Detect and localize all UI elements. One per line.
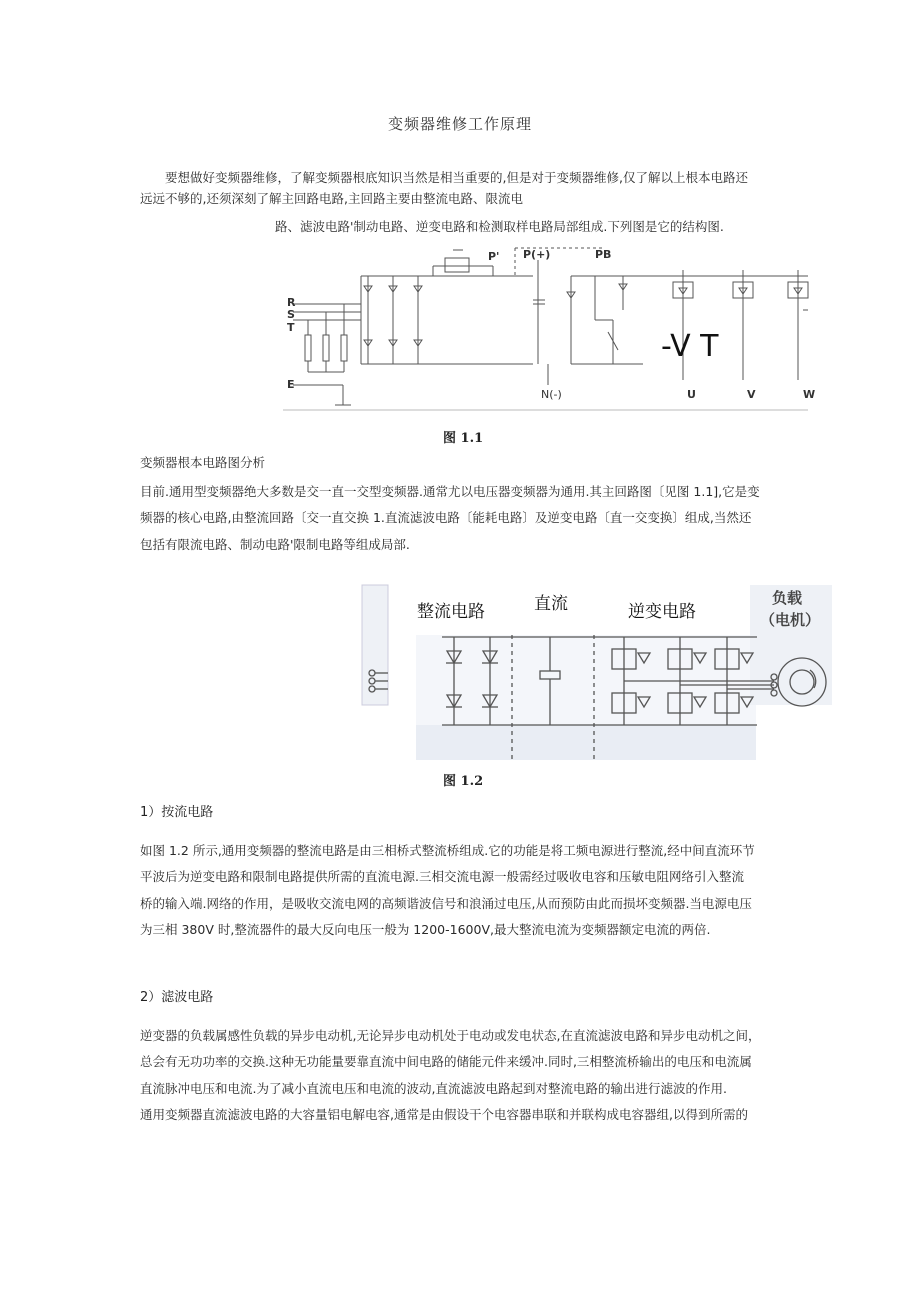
label-p-prime: P': [488, 250, 500, 263]
figure-1-1-caption: 图 1.1: [443, 431, 484, 446]
sec2-line-3: 直流脉冲电压和电流.为了减小直流电压和电流的波动,直流滤波电路起到对整流电路的输出进行滤波的作用.: [140, 1081, 727, 1096]
section-2-heading: 2）滤波电路: [140, 990, 214, 1005]
label-load: 负载: [772, 589, 803, 607]
sec2-line-2: 总会有无功功率的交换.这种无功能量要靠直流中间电路的储能元件来缓冲.同时,三相整流桥输出的电压和电流属: [140, 1054, 752, 1069]
label-u: U: [687, 388, 696, 401]
label-e: E: [287, 378, 295, 391]
sec1-line-1: 如图 1.2 所示,通用变频器的整流电路是由三相桥式整流桥组成.它的功能是将工频电源进行整流,经中间直流环节: [140, 843, 755, 858]
section-1-heading: 1）按流电路: [140, 805, 214, 820]
label-r: R: [287, 296, 296, 309]
analysis-line-3: 包括有限流电路、制动电路'限制电路等组成局部.: [140, 537, 410, 552]
label-t: T: [287, 321, 295, 334]
analysis-line-2: 频器的核心电路,由整流回路〔交一直交换 1.直流滤波电路〔能耗电路〕及逆变电路〔直一交变换〕组成,当然还: [140, 510, 752, 525]
sec2-line-1: 逆变器的负载属感性负载的异步电动机,无论异步电动机处于电动或发电状态,在直流滤波电路和异步电动机之间，: [140, 1028, 761, 1043]
label-v: V: [747, 388, 756, 401]
label-s: S: [287, 308, 295, 321]
sec1-line-4: 为三相 380V 时,整流器件的最大反向电压一般为 1200-1600V,最大整流电流为变频器额定电流的两倍.: [140, 922, 711, 937]
label-dc: 直流: [534, 594, 568, 614]
label-w: W: [803, 388, 816, 401]
label-rectifier: 整流电路: [417, 602, 485, 622]
label-pb: PB: [595, 248, 612, 261]
sec2-line-4: 通用变频器直流滤波电路的大容量铝电解电容,通常是由假设干个电容器串联和并联构成电容器组,以得到所需的: [140, 1107, 748, 1122]
label-inverter: 逆变电路: [628, 602, 696, 622]
intro-line-1: 要想做好变频器维修，了解变频器根底知识当然是相当重要的,但是对于变频器维修,仅了解以上根本电路还: [165, 170, 748, 185]
label-vt: -V T: [661, 329, 719, 364]
analysis-heading: 变频器根本电路图分析: [140, 455, 266, 470]
figure-1-1-schematic: [283, 240, 816, 415]
sec1-line-3: 桥的输入端.网络的作用，是吸收交流电网的高频谐波信号和浪涌过电压,从而预防由此而损坏变频器.当电源电压: [140, 896, 752, 911]
figure-1-2-caption: 图 1.2: [443, 774, 484, 789]
label-n-minus: N(-): [541, 388, 562, 401]
intro-line-3: 路、滤波电路'制动电路、逆变电路和检测取样电路局部组成.下列图是它的结构图.: [275, 219, 724, 234]
intro-line-2: 远远不够的,还须深刻了解主回路电路,主回路主要由整流电路、限流电: [140, 191, 523, 206]
page-title: 变频器维修工作原理: [387, 115, 532, 133]
sec1-line-2: 平波后为逆变电路和限制电路提供所需的直流电源.三相交流电源一般需经过吸收电容和压敏电阻网络引入整流: [140, 869, 744, 884]
label-motor: （电机）: [760, 611, 821, 629]
figure-1-2-schematic: [362, 585, 832, 760]
label-p-plus: P(+): [523, 248, 551, 261]
analysis-line-1: 目前.通用型变频器绝大多数是交一直一交型变频器.通常尤以电压器变频器为通用.其主回路图〔见图 1.1],它是变: [140, 484, 760, 499]
